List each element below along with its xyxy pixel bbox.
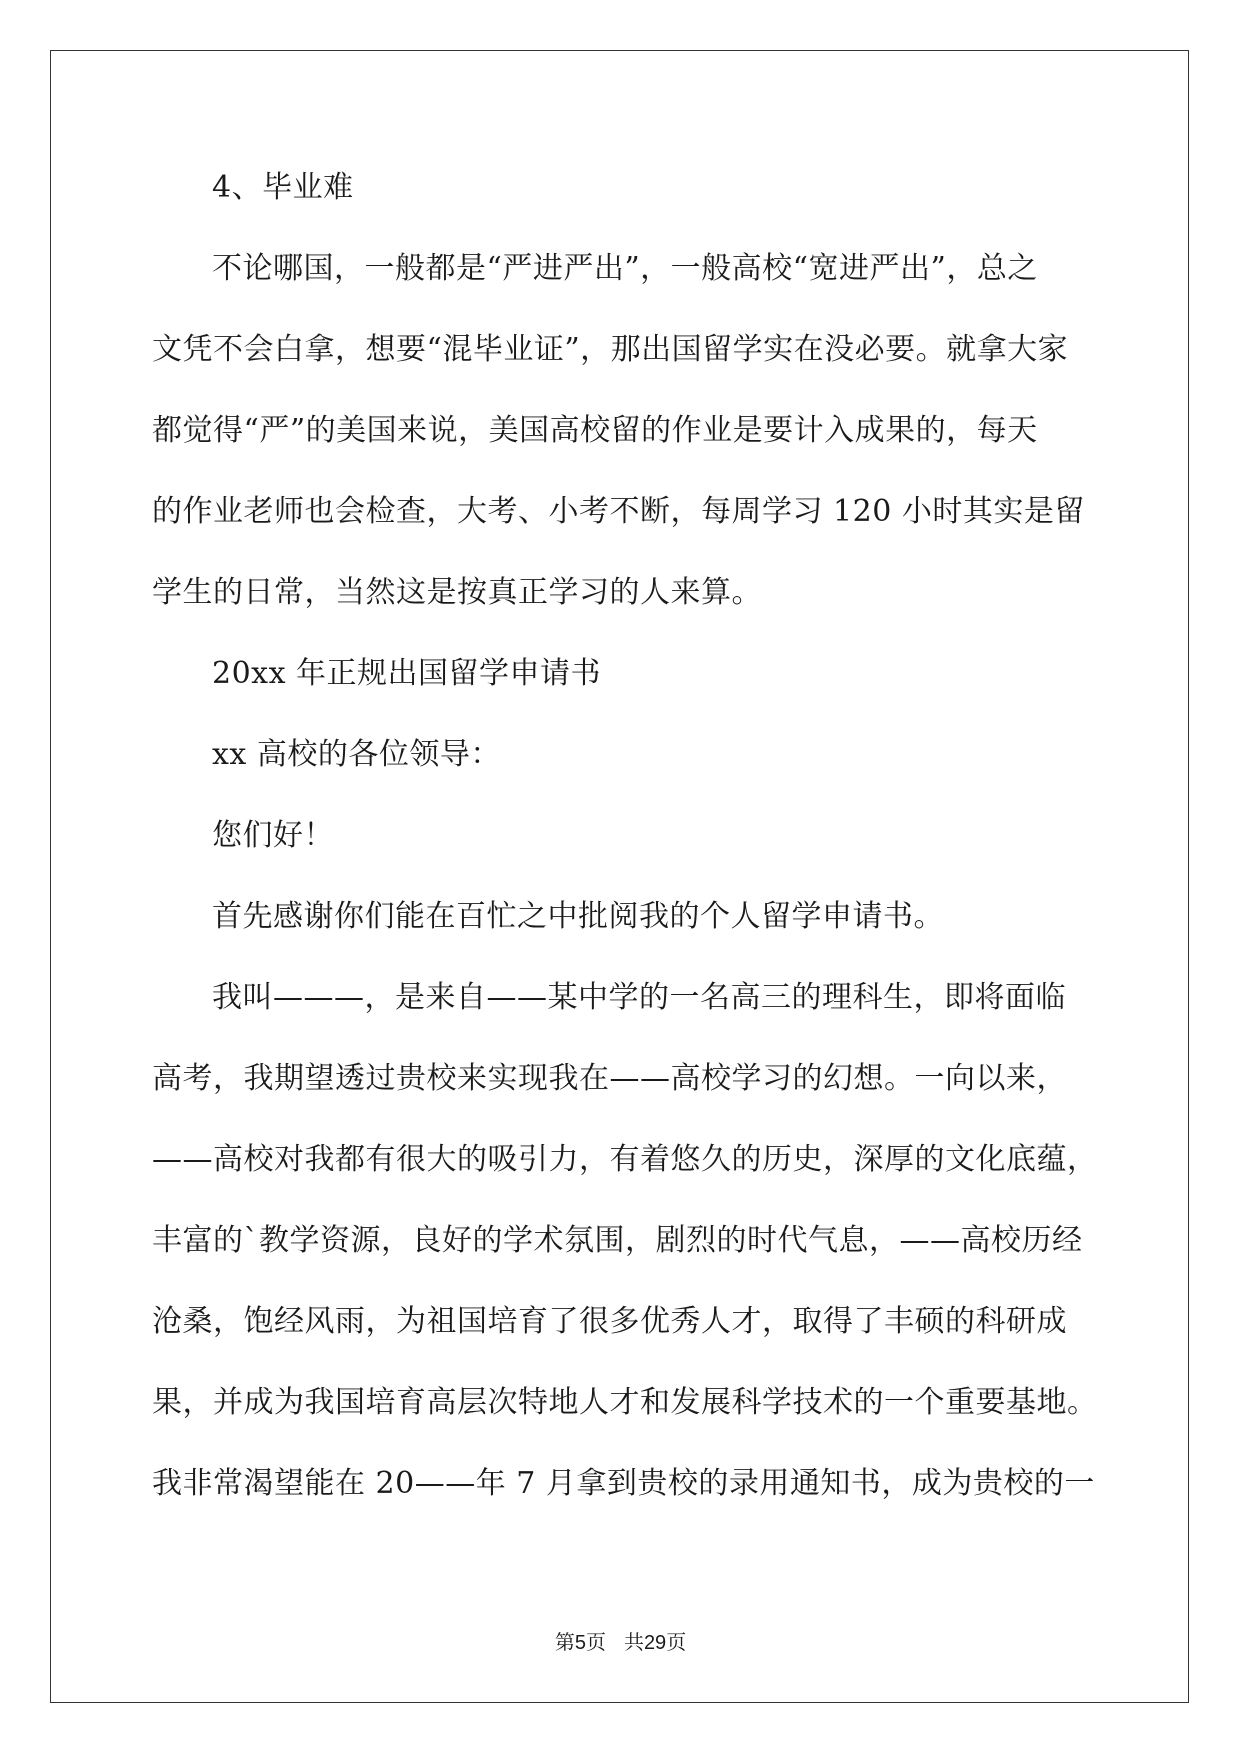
paragraph-line: 都觉得“严”的美国来说，美国高校留的作业是要计入成果的，每天: [152, 413, 1038, 448]
greeting: 您们好！: [212, 818, 334, 853]
paragraph-line: 我非常渴望能在 20——年 7 月拿到贵校的录用通知书，成为贵校的一: [152, 1466, 1095, 1501]
page-prefix: 第: [554, 1630, 575, 1654]
paragraph-line: 文凭不会白拿，想要“混毕业证”，那出国留学实在没必要。就拿大家: [152, 332, 1069, 367]
paragraph-line: 学生的日常，当然这是按真正学习的人来算。: [152, 575, 762, 610]
paragraph-line: 我叫———，是来自——某中学的一名高三的理科生，即将面临: [212, 980, 1066, 1015]
total-pages: 29: [643, 1632, 667, 1654]
page-suffix: 页: [585, 1630, 606, 1654]
document-body: [152, 160, 1098, 1537]
total-prefix: 共: [623, 1630, 644, 1654]
paragraph-line: 果，并成为我国培育高层次特地人才和发展科学技术的一个重要基地。: [152, 1385, 1098, 1420]
paragraph-line: 首先感谢你们能在百忙之中批阅我的个人留学申请书。: [212, 899, 944, 934]
paragraph-line: 的作业老师也会检查，大考、小考不断，每周学习 120 小时其实是留: [152, 494, 1085, 529]
paragraph-line: 4、毕业难: [212, 170, 354, 205]
total-suffix: 页: [666, 1630, 687, 1654]
salutation: xx 高校的各位领导：: [212, 737, 501, 772]
paragraph-line: 不论哪国，一般都是“严进严出”，一般高校“宽进严出”，总之: [212, 251, 1038, 286]
paragraph-line: 沧桑，饱经风雨，为祖国培育了很多优秀人才，取得了丰硕的科研成: [152, 1304, 1067, 1339]
page-number: 5: [574, 1632, 586, 1654]
paragraph-line: 高考，我期望透过贵校来实现我在——高校学习的幻想。一向以来，: [152, 1061, 1067, 1096]
paragraph-line: ——高校对我都有很大的吸引力，有着悠久的历史，深厚的文化底蕴，: [152, 1142, 1098, 1177]
letter-title: 20xx 年正规出国留学申请书: [212, 656, 602, 691]
page-footer: [0, 1626, 1241, 1655]
paragraph-line: 丰富的`教学资源，良好的学术氛围，剧烈的时代气息，——高校历经: [152, 1223, 1083, 1258]
